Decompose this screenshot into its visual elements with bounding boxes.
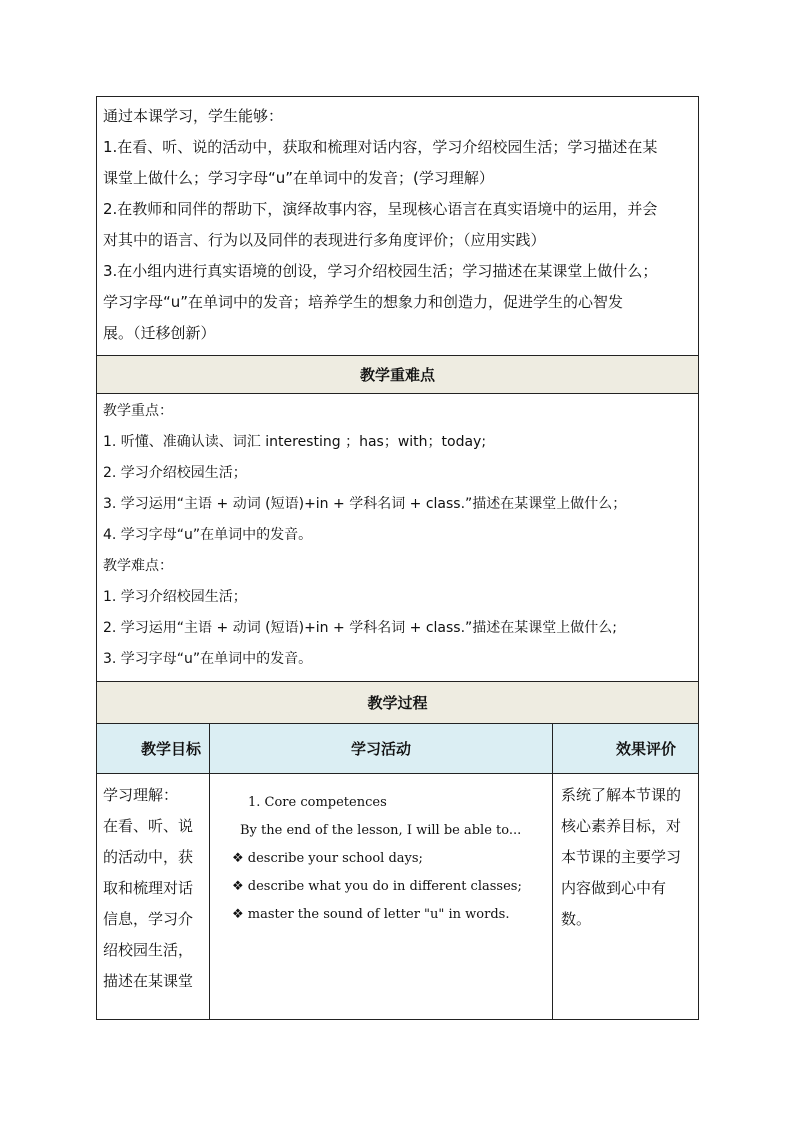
activity-cell (210, 774, 553, 1019)
section-title: 教学重难点 (359, 366, 435, 384)
objectives-line: 通过本课学习，学生能够： (103, 107, 284, 125)
goal-line: 的活动中，获 (103, 848, 194, 866)
evaluation-line: 数。 (561, 910, 592, 928)
key-difficult-points-header (97, 355, 698, 393)
key-point-line: 1. 听懂、准确认读、词汇 interesting ；has；with；today; (103, 434, 487, 450)
key-point-line: 2. 学习运用“主语 + 动词 (短语)+in + 学科名词 + class.”描述在某课堂上做什么; (103, 620, 617, 636)
process-column-headers (97, 723, 698, 773)
objectives-line: 1.在看、听、说的活动中，获取和梳理对话内容，学习介绍校园生活；学习描述在某 (103, 138, 658, 156)
key-point-line: 1. 学习介绍校园生活； (103, 589, 247, 605)
activity-bullet (232, 845, 546, 873)
goal-line: 学习理解： (103, 786, 179, 804)
lesson-plan-table (96, 96, 699, 1020)
activity-bullet (232, 873, 546, 901)
column-header-activity: 学习活动 (210, 724, 553, 773)
objectives-cell (97, 97, 698, 355)
activity-bullet-text: describe your school days; (247, 851, 423, 866)
section-title: 教学过程 (367, 694, 428, 712)
evaluation-line: 内容做到心中有 (561, 879, 667, 897)
activity-bullet (232, 901, 546, 929)
objectives-line: 展。（迁移创新） (103, 324, 216, 342)
objectives-line: 3.在小组内进行真实语境的创设，学习介绍校园生活；学习描述在某课堂上做什么； (103, 262, 658, 280)
diamond-bullet-icon: ❖ (232, 879, 244, 894)
goal-line: 信息，学习介 (103, 910, 194, 928)
diamond-bullet-icon: ❖ (232, 851, 244, 866)
column-header-goal: 教学目标 (97, 724, 210, 773)
objectives-line: 学习字母“u”在单词中的发音；培养学生的想象力和创造力，促进学生的心智发 (103, 293, 624, 311)
activity-heading: 1. Core competences (248, 795, 387, 810)
activity-bullet-text: master the sound of letter "u" in words. (247, 907, 510, 922)
objectives-line: 2.在教师和同伴的帮助下，演绎故事内容，呈现核心语言在真实语境中的运用，并会 (103, 200, 658, 218)
goal-line: 取和梳理对话 (103, 879, 194, 897)
activity-intro: By the end of the lesson, I will be able to... (240, 823, 522, 838)
process-row (97, 773, 698, 1019)
goal-cell (97, 774, 210, 1019)
evaluation-line: 核心素养目标，对 (561, 817, 682, 835)
activity-bullet-text: describe what you do in different classes; (247, 879, 522, 894)
evaluation-line: 本节课的主要学习 (561, 848, 682, 866)
evaluation-cell (553, 774, 698, 1019)
goal-line: 描述在某课堂 (103, 972, 194, 990)
key-difficult-points-cell (97, 393, 698, 681)
diamond-bullet-icon: ❖ (232, 907, 244, 922)
key-point-line: 2. 学习介绍校园生活； (103, 465, 247, 481)
key-point-line: 教学重点： (103, 403, 173, 419)
evaluation-line: 系统了解本节课的 (561, 786, 682, 804)
key-point-line: 3. 学习字母“u”在单词中的发音。 (103, 651, 313, 667)
column-header-evaluation: 效果评价 (615, 740, 676, 758)
teaching-process-header (97, 681, 698, 723)
goal-line: 在看、听、说 (103, 817, 194, 835)
objectives-line: 课堂上做什么；学习字母“u”在单词中的发音；(学习理解） (103, 169, 494, 187)
key-point-line: 3. 学习运用“主语 + 动词 (短语)+in + 学科名词 + class.”描述在某课堂上做什么； (103, 496, 627, 512)
key-point-line: 4. 学习字母“u”在单词中的发音。 (103, 527, 313, 543)
goal-line: 绍校园生活， (103, 941, 194, 959)
key-point-line: 教学难点： (103, 558, 173, 574)
objectives-line: 对其中的语言、行为以及同伴的表现进行多角度评价；（应用实践） (103, 231, 546, 249)
